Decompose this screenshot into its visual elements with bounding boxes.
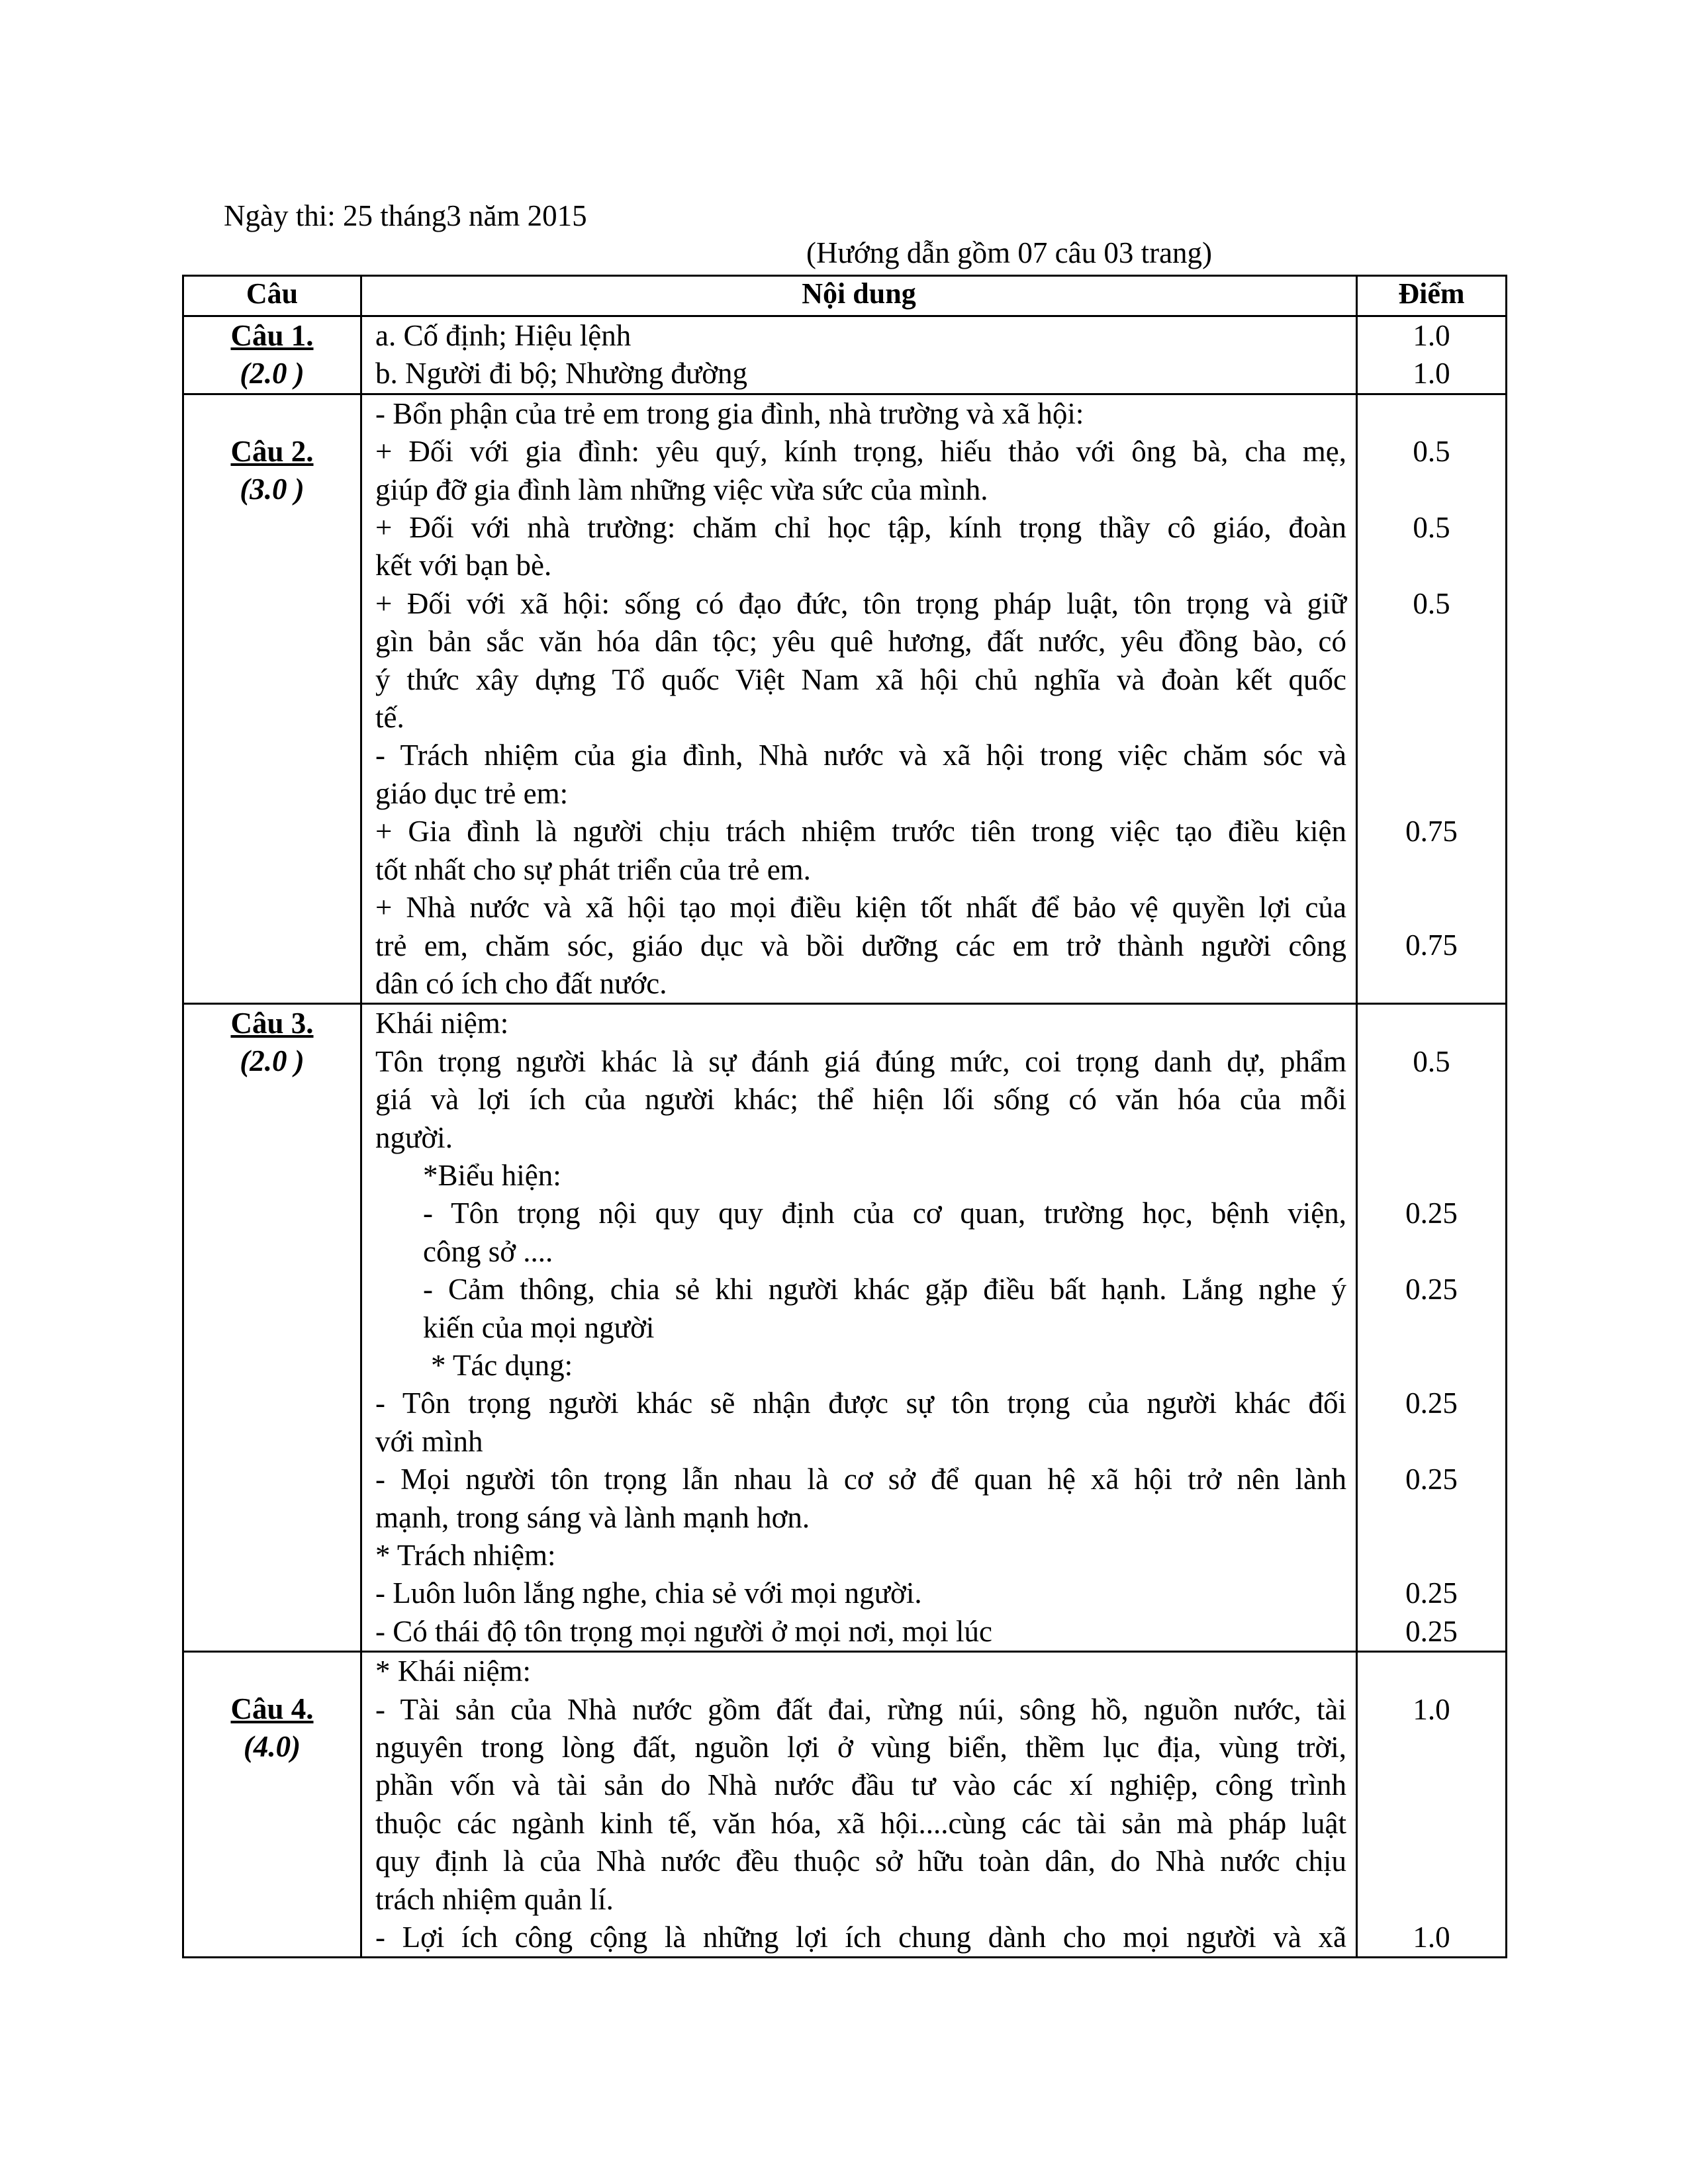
score-value: [1358, 1157, 1505, 1195]
question-points: (2.0 ): [240, 1044, 305, 1078]
score-value: [1358, 1729, 1505, 1766]
content-line: b. Người đi bộ; Nhường đường: [375, 357, 748, 390]
question-title: Câu 2.: [230, 434, 314, 468]
question-cell-3: [183, 1004, 361, 1652]
content-line: - Lợi ích công cộng là những lợi ích chung dành cho mọi người và xã: [375, 1921, 1346, 1954]
content-line: - Tài sản của Nhà nước gồm đất đai, rừng núi, sông hồ, nguồn nước, tài: [375, 1692, 1346, 1726]
content-line: dân có ích cho đất nước.: [375, 966, 667, 1000]
score-value: 1.0: [1413, 357, 1450, 390]
score-value: [1358, 699, 1505, 737]
score-value: [1358, 851, 1505, 889]
score-value: [1358, 737, 1505, 774]
content-line: * Khái niệm:: [375, 1655, 531, 1688]
content-line: trẻ em, chăm sóc, giáo dục và bồi dưỡng các em trở thành người công: [375, 929, 1346, 962]
question-cell-4: [183, 1652, 361, 1958]
content-line: tế.: [375, 701, 404, 735]
question-points: (2.0 ): [240, 357, 305, 390]
question-cell-2: [183, 394, 361, 1004]
score-value: 0.25: [1405, 1273, 1458, 1306]
content-line: gìn bản sắc văn hóa dân tộc; yêu quê hương, đất nước, yêu đồng bào, có: [375, 625, 1346, 659]
content-cell-2: [361, 394, 1357, 1004]
content-line: a. Cố định; Hiệu lệnh: [375, 319, 632, 352]
score-value: [1358, 1081, 1505, 1118]
score-value: 1.0: [1413, 319, 1450, 352]
content-line: công sở ....: [423, 1234, 553, 1268]
score-cell-3: [1357, 1004, 1507, 1652]
content-line: *Biểu hiện:: [423, 1158, 561, 1192]
question-cell-1: [183, 316, 361, 394]
content-line: - Luôn luôn lắng nghe, chia sẻ với mọi người.: [375, 1576, 922, 1610]
content-line: Tôn trọng người khác là sự đánh giá đúng mức, coi trọng danh dự, phẩm: [375, 1044, 1346, 1078]
content-line: + Đối với gia đình: yêu quý, kính trọng, hiếu thảo với ông bà, cha mẹ,: [375, 435, 1346, 469]
content-line: - Mọi người tôn trọng lẫn nhau là cơ sở để quan hệ xã hội trở nên lành: [375, 1463, 1346, 1496]
score-value: [1358, 1498, 1505, 1536]
content-cell-3: [361, 1004, 1357, 1652]
score-value: [1358, 1005, 1505, 1042]
content-line: giúp đỡ gia đình làm những việc vừa sức của mình.: [375, 473, 988, 506]
score-value: [1358, 1805, 1505, 1843]
score-cell-4: [1357, 1652, 1507, 1958]
content-line: phần vốn và tài sản do Nhà nước đầu tư vào các xí nghiệp, công trình: [375, 1768, 1346, 1802]
score-value: [1358, 1118, 1505, 1156]
score-value: [1358, 395, 1505, 433]
content-line: mạnh, trong sáng và lành mạnh hơn.: [375, 1500, 810, 1534]
score-value: [1358, 1423, 1505, 1461]
content-line: người.: [375, 1120, 453, 1154]
score-value: 0.75: [1405, 929, 1458, 962]
score-value: [1358, 1881, 1505, 1919]
score-value: 0.25: [1405, 1387, 1458, 1420]
score-value: [1358, 775, 1505, 813]
content-line: - Cảm thông, chia sẻ khi người khác gặp điều bất hạnh. Lắng nghe ý: [423, 1273, 1346, 1306]
content-line: nguyên trong lòng đất, nguồn lợi ở vùng biển, thềm lục địa, vùng trời,: [375, 1731, 1346, 1764]
content-line: ý thức xây dựng Tổ quốc Việt Nam xã hội chủ nghĩa và đoàn kết quốc: [375, 662, 1346, 696]
question-row-4: [183, 1652, 1507, 1958]
score-value: [1358, 1347, 1505, 1385]
column-header-question: Câu: [183, 276, 361, 316]
content-line: quy định là của Nhà nước đều thuộc sở hữu toàn dân, do Nhà nước chịu: [375, 1844, 1346, 1878]
content-line: Khái niệm:: [375, 1007, 509, 1040]
score-value: [1358, 965, 1505, 1003]
score-value: 0.5: [1413, 1044, 1450, 1078]
content-line: - Có thái độ tôn trọng mọi người ở mọi nơi, mọi lúc: [375, 1614, 992, 1648]
score-value: 0.5: [1413, 435, 1450, 469]
answer-key-table: [182, 275, 1507, 1958]
content-line: + Đối với xã hội: sống có đạo đức, tôn trọng pháp luật, tôn trọng và giữ: [375, 586, 1346, 620]
score-value: [1358, 623, 1505, 660]
content-cell-1: [361, 316, 1357, 394]
question-row-3: [183, 1004, 1507, 1652]
question-title: Câu 4.: [230, 1692, 314, 1726]
question-title: Câu 3.: [230, 1007, 314, 1040]
content-line: - Trách nhiệm của gia đình, Nhà nước và xã hội trong việc chăm sóc và: [375, 739, 1346, 772]
score-value: 0.5: [1413, 586, 1450, 620]
guide-note: (Hướng dẫn gồm 07 câu 03 trang): [806, 236, 1213, 269]
question-row-2: [183, 394, 1507, 1004]
content-line: trách nhiệm quản lí.: [375, 1882, 614, 1916]
score-value: 0.75: [1405, 815, 1458, 848]
score-value: 0.5: [1413, 510, 1450, 544]
score-value: 1.0: [1413, 1920, 1450, 1954]
content-line: kiến của mọi người: [423, 1310, 655, 1344]
score-cell-2: [1357, 394, 1507, 1004]
score-value: [1358, 1653, 1505, 1690]
question-points: (4.0): [243, 1730, 301, 1764]
score-value: 0.25: [1405, 1614, 1458, 1648]
score-value: 0.25: [1405, 1576, 1458, 1610]
content-line: giá và lợi ích của người khác; thể hiện lối sống có văn hóa của mỗi: [375, 1083, 1346, 1116]
content-line: tốt nhất cho sự phát triển của trẻ em.: [375, 852, 811, 886]
content-line: - Tôn trọng nội quy quy định của cơ quan, trường học, bệnh viện,: [423, 1197, 1346, 1230]
score-cell-1: [1357, 316, 1507, 394]
content-line: * Trách nhiệm:: [375, 1539, 556, 1572]
score-value: 0.25: [1405, 1463, 1458, 1496]
score-value: [1358, 889, 1505, 927]
content-line: + Gia đình là người chịu trách nhiệm trước tiên trong việc tạo điều kiện: [375, 815, 1346, 848]
question-points: (3.0 ): [240, 472, 305, 506]
score-value: [1358, 1843, 1505, 1880]
score-value: [1358, 661, 1505, 699]
score-value: [1358, 471, 1505, 509]
score-value: [1358, 1233, 1505, 1271]
content-line: * Tác dụng:: [431, 1348, 573, 1382]
exam-date: Ngày thi: 25 tháng3 năm 2015: [224, 199, 587, 232]
content-line: + Đối với nhà trường: chăm chỉ học tập, kính trọng thầy cô giáo, đoàn: [375, 511, 1346, 545]
question-title: Câu 1.: [230, 319, 314, 352]
question-row-1: [183, 316, 1507, 394]
content-line: + Nhà nước và xã hội tạo mọi điều kiện tốt nhất để bảo vệ quyền lợi của: [375, 891, 1346, 925]
content-line: kết với bạn bè.: [375, 549, 552, 582]
content-cell-4: [361, 1652, 1357, 1958]
score-value: 1.0: [1413, 1692, 1450, 1726]
score-value: [1358, 1308, 1505, 1346]
content-line: thuộc các ngành kinh tế, văn hóa, xã hội....cùng các tài sản mà pháp luật: [375, 1806, 1346, 1840]
content-line: với mình: [375, 1424, 483, 1458]
content-line: - Tôn trọng người khác sẽ nhận được sự tôn trọng của người khác đối: [375, 1387, 1346, 1420]
score-value: 0.25: [1405, 1197, 1458, 1230]
column-header-content: Nội dung: [361, 276, 1357, 316]
content-line: giáo dục trẻ em:: [375, 776, 569, 810]
score-value: [1358, 1537, 1505, 1574]
column-header-score: Điểm: [1357, 276, 1507, 316]
score-value: [1358, 1766, 1505, 1804]
table-header-row: [183, 276, 1507, 316]
content-line: - Bổn phận của trẻ em trong gia đình, nhà trường và xã hội:: [375, 396, 1084, 430]
score-value: [1358, 547, 1505, 584]
